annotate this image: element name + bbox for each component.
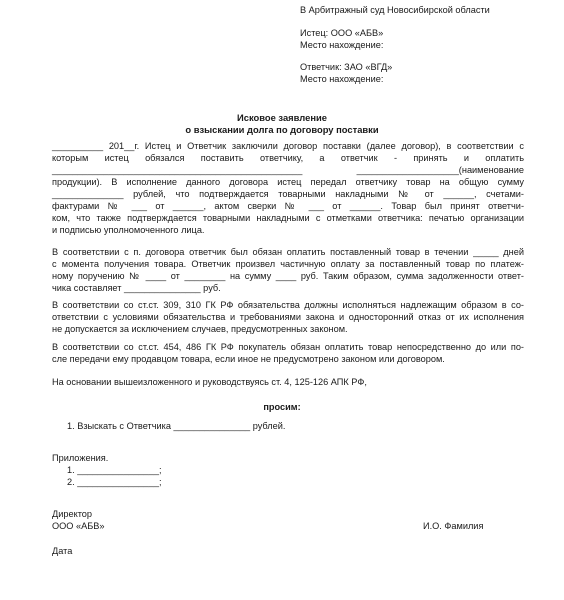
text-line: чика составляет _______________ руб.	[52, 283, 221, 293]
text-line: фактурами № ___ от ______, актом сверки № ___ от ______. Товар был принят ответчи-	[52, 201, 524, 211]
text-line: В соответствии с п. договора ответчик был обязан оплатить поставленный товар в течении _____ дней	[52, 247, 524, 257]
plaintiff-address: Место нахождение:	[300, 40, 384, 50]
defendant: Ответчик: ЗАО «ВГД»	[300, 62, 393, 72]
attachment-item: 2. ________________;	[67, 477, 162, 487]
legal-basis: На основании вышеизложенного и руководствуясь ст. 4, 125-126 АПК РФ,	[52, 377, 367, 387]
text-line: _________________________________________________ ____________________(наименование	[52, 165, 524, 175]
text-line: не допускается за исключением случаев, предусмотренных законом.	[52, 324, 348, 334]
text-line: ______________ рублей, что подтверждается товарными накладными № от ______, счетами-	[52, 189, 524, 199]
signer-position: Директор	[52, 509, 93, 519]
text-line: с момента получения товара. Ответчик произвел частичную оплату за поставленный товар по платеж-	[52, 259, 524, 269]
signer-org: ООО «АБВ»	[52, 521, 105, 531]
paragraph-contract	[52, 140, 524, 236]
document-subtitle: о взыскании долга по договору поставки	[185, 124, 379, 135]
text-line: которым истец обязался поставить ответчику, а ответчик - принять и оплатить	[52, 153, 524, 163]
text-line: ком, что также подтверждается товарными накладными с отметками ответчика: печатью организации	[52, 213, 524, 223]
signer-name: И.О. Фамилия	[423, 521, 484, 531]
text-line: продукции). В исполнение данного договора истец передал ответчику товар на общую сумму	[52, 177, 524, 187]
document-title: Исковое заявление	[237, 112, 327, 123]
attachment-item: 1. ________________;	[67, 465, 162, 475]
attachments-label: Приложения.	[52, 453, 109, 463]
plaintiff: Истец: ООО «АБВ»	[300, 28, 384, 38]
text-line: __________ 201__г. Истец и Ответчик заключили договор поставки (далее договор), в соответствии с	[52, 141, 524, 151]
request-heading: просим:	[263, 402, 301, 412]
text-line: и подписью уполномоченного лица.	[52, 225, 205, 235]
paragraph-obligations	[52, 299, 524, 335]
request-item: 1. Взыскать с Ответчика _______________ рублей.	[67, 421, 286, 431]
court-name: В Арбитражный суд Новосибирской области	[300, 5, 490, 15]
paragraph-payment	[52, 246, 524, 294]
signature-date: Дата	[52, 546, 73, 556]
paragraph-buyer-duty	[52, 341, 524, 365]
text-line: ному поручению № ____ от ________ на сумму ____ руб. Таким образом, сумма задолженности ответ-	[52, 271, 524, 281]
text-line: В соответствии со ст.ст. 454, 486 ГК РФ покупатель обязан оплатить товар непосредственно до или по-	[52, 342, 524, 352]
defendant-address: Место нахождение:	[300, 74, 384, 84]
text-line: ответствии с условиями обязательства и требованиями закона и односторонний отказ от их исполнения	[52, 312, 524, 322]
text-line: сле передачи ему продавцом товара, если иное не предусмотрено законом или договором.	[52, 354, 445, 364]
text-line: В соответствии со ст.ст. 309, 310 ГК РФ обязательства должны исполняться надлежащим образом в со-	[52, 300, 524, 310]
